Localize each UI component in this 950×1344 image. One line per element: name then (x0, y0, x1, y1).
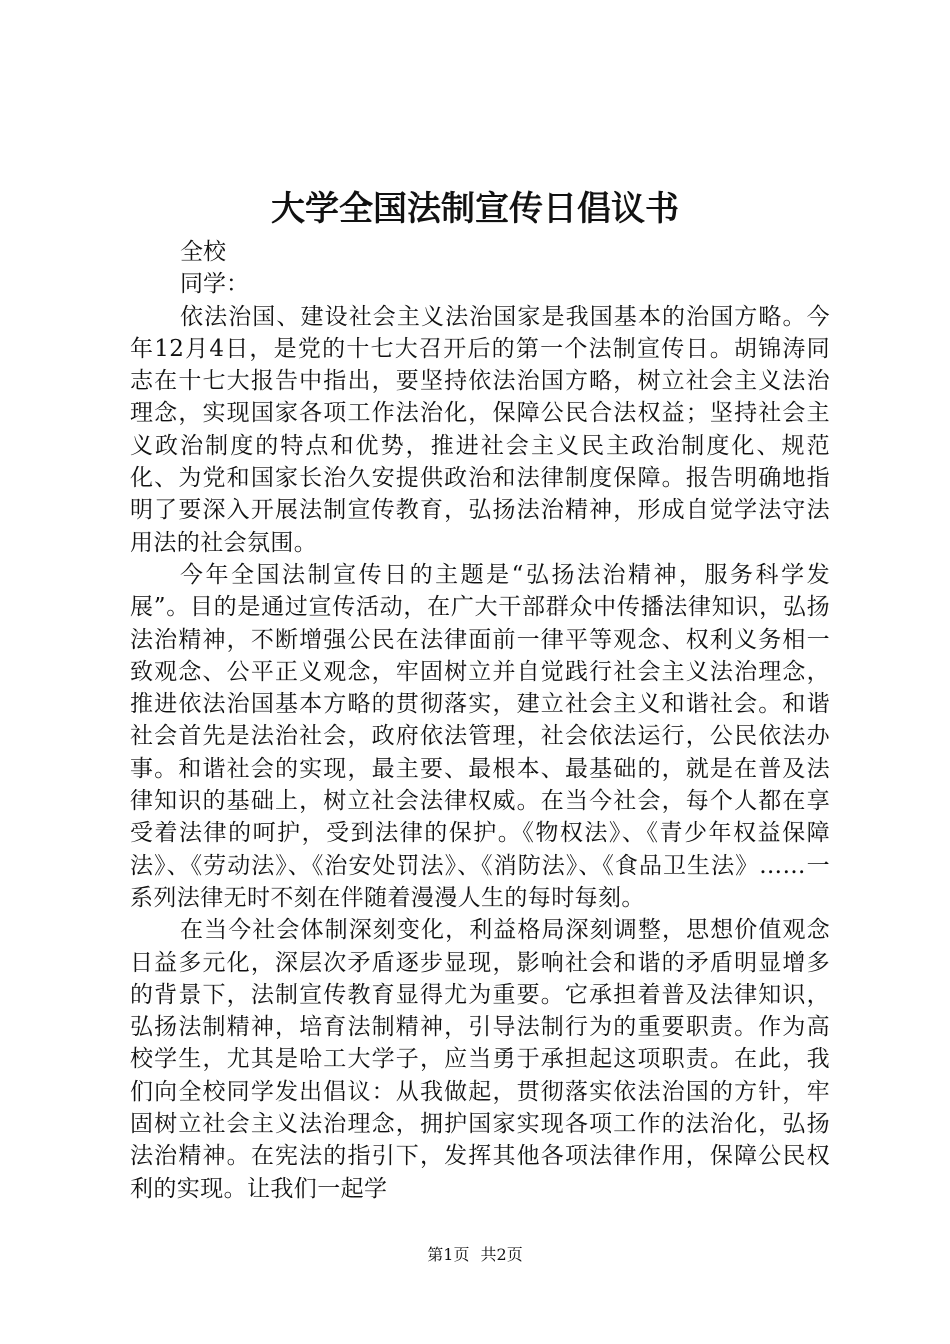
paragraph-2: 今年全国法制宣传日的主题是“弘扬法治精神，服务科学发展”。目的是通过宣传活动，在广大干部群众中传播法律知识，弘扬法治精神，不断增强公民在法律面前一律平等观念、权利义务相一致观念、公平正义观念，牢固树立并自觉践行社会主义法治理念，推进依法治国基本方略的贯彻落实，建立社会主义和谐社会。和谐社会首先是法治社会，政府依法管理，社会依法运行，公民依法办事。和谐社会的实现，最主要、最根本、最基础的，就是在普及法律知识的基础上，树立社会法律权威。在当今社会，每个人都在享受着法律的呵护，受到法律的保护。《物权法》、《青少年权益保障法》、《劳动法》、《治安处罚法》、《消防法》、《食品卫生法》……一系列法律无时不刻在伴随着漫漫人生的每时每刻。 (130, 561, 830, 911)
salutation-line-2: 同学： (180, 271, 249, 298)
document-body (130, 236, 830, 1205)
document-title: 大学全国法制宣传日倡议书 (271, 189, 679, 229)
paragraph-1: 依法治国、建设社会主义法治国家是我国基本的治国方略。今年12月4日，是党的十七大召开后的第一个法制宣传日。胡锦涛同志在十七大报告中指出，要坚持依法治国方略，树立社会主义法治理念，实现国家各项工作法治化，保障公民合法权益；坚持社会主义政治制度的特点和优势，推进社会主义民主政治制度化、规范化、为党和国家长治久安提供政治和法律制度保障。报告明确地指明了要深入开展法制宣传教育，弘扬法治精神，形成自觉学法守法用法的社会氛围。 (130, 303, 830, 556)
page-total: 共2页 (480, 1245, 523, 1264)
page-footer (0, 1244, 950, 1266)
page-number: 第1页 (427, 1245, 470, 1264)
salutation-line-1: 全校 (180, 239, 226, 265)
paragraph-3: 在当今社会体制深刻变化，利益格局深刻调整，思想价值观念日益多元化，深层次矛盾逐步显现，影响社会和谐的矛盾明显增多的背景下，法制宣传教育显得尤为重要。它承担着普及法律知识，弘扬法制精神，培育法制精神，引导法制行为的重要职责。作为高校学生，尤其是哈工大学子，应当勇于承担起这项职责。在此，我们向全校同学发出倡议：从我做起，贯彻落实依法治国的方针，牢固树立社会主义法治理念，拥护国家实现各项工作的法治化，弘扬法治精神。在宪法的指引下，发挥其他各项法律作用，保障公民权利的实现。让我们一起学 (130, 917, 830, 1202)
